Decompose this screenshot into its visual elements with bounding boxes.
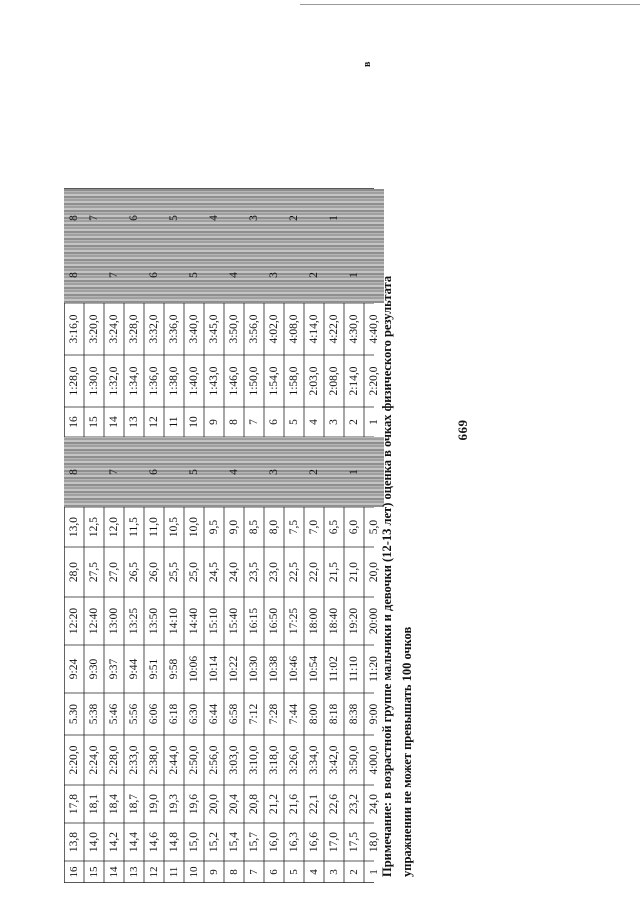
table-cell: 2 bbox=[348, 869, 360, 875]
table-cell: 4:30,0 bbox=[348, 314, 360, 344]
table-cell: 3:34,0 bbox=[308, 745, 320, 775]
table-cell: 11:20 bbox=[368, 656, 380, 682]
table-cell bbox=[164, 437, 184, 507]
table-cell: 15:40 bbox=[228, 607, 240, 635]
note-line-1: Примечание: в возрастной группе мальчики и девочки (12-13 лет) оценка в очках физического результата bbox=[380, 275, 394, 877]
table-cell: 8 bbox=[64, 437, 84, 507]
table-cell: 4 bbox=[224, 437, 244, 507]
table-cell: 11,0 bbox=[148, 517, 160, 537]
table-cell: 3:28,0 bbox=[128, 314, 140, 344]
table-cell: 15 bbox=[88, 866, 100, 878]
table-cell: 22,1 bbox=[308, 793, 320, 815]
table-cell: 3:16,0 bbox=[68, 314, 80, 344]
table-cell: 8 bbox=[228, 419, 240, 425]
table-cell bbox=[324, 437, 344, 507]
table-cell: 22,5 bbox=[288, 561, 300, 583]
table-cell: 9 bbox=[208, 419, 220, 425]
table-cell: 3:32,0 bbox=[148, 314, 160, 344]
table-cell: 8 bbox=[64, 247, 84, 303]
table-cell: 6 bbox=[144, 437, 164, 507]
table-cell: 6:30 bbox=[188, 703, 200, 725]
table-cell: 13 bbox=[128, 416, 140, 428]
table-cell: 10,5 bbox=[168, 516, 180, 538]
table-cell: 20,4 bbox=[228, 793, 240, 815]
table-cell: 7:28 bbox=[268, 703, 280, 725]
table-cell: 6 bbox=[144, 247, 164, 303]
table-cell: 10 bbox=[188, 416, 200, 428]
table-cell: 18,1 bbox=[88, 793, 100, 815]
table-cell: 3 bbox=[264, 437, 284, 507]
table-cell: 16,6 bbox=[308, 831, 320, 853]
table-cell: 3:03,0 bbox=[228, 745, 240, 775]
table-cell: 10:46 bbox=[288, 655, 300, 683]
table-cell bbox=[144, 189, 164, 247]
table-cell bbox=[124, 247, 144, 303]
table-cell: 8:18 bbox=[328, 703, 340, 725]
table-cell: 10:14 bbox=[208, 655, 220, 683]
table-cell: 6:44 bbox=[208, 703, 220, 725]
table-cell: 10:38 bbox=[268, 655, 280, 683]
table-cell: 3 bbox=[328, 419, 340, 425]
table-cell: 14,4 bbox=[128, 831, 140, 853]
table-cell: 4 bbox=[204, 189, 224, 247]
table-cell: 3:56,0 bbox=[248, 314, 260, 344]
table-cell: 15:10 bbox=[208, 607, 220, 635]
table-cell: 23,0 bbox=[268, 561, 280, 583]
table-cell: 27,5 bbox=[88, 561, 100, 583]
table-cell: 2:20,0 bbox=[68, 745, 80, 775]
table-cell: 19,3 bbox=[168, 793, 180, 815]
note-line-2: упражнении не может превышать 100 очков bbox=[400, 626, 414, 877]
table-cell: 28,0 bbox=[68, 561, 80, 583]
table-cell: 1:43,0 bbox=[208, 366, 220, 396]
table-cell: 22,6 bbox=[328, 793, 340, 815]
table-cell: 17,0 bbox=[328, 831, 340, 853]
table-cell: 6:58 bbox=[228, 703, 240, 725]
table-cell: 23,2 bbox=[348, 793, 360, 815]
table-cell: 17,8 bbox=[68, 793, 80, 815]
table-cell: 4:14,0 bbox=[308, 314, 320, 344]
table-cell: 5 bbox=[184, 437, 204, 507]
table-cell: 11:02 bbox=[328, 656, 340, 682]
table-cell bbox=[84, 437, 104, 507]
table-cell: 1:38,0 bbox=[168, 366, 180, 396]
table-cell: 2:56,0 bbox=[208, 745, 220, 775]
table-cell: 13:50 bbox=[148, 607, 160, 635]
table-cell: 15,2 bbox=[208, 831, 220, 853]
table-cell: 7 bbox=[104, 247, 124, 303]
scoring-table bbox=[64, 43, 380, 883]
scan-edge-line bbox=[300, 4, 640, 5]
table-cell: 13,8 bbox=[68, 831, 80, 853]
table-cell: 1:46,0 bbox=[228, 366, 240, 396]
table-cell: 9,5 bbox=[208, 519, 220, 535]
table-cell: 8:38 bbox=[348, 703, 360, 725]
table-cell: 1:36,0 bbox=[148, 366, 160, 396]
table-cell: 9:58 bbox=[168, 658, 180, 680]
table-cell: 2:50,0 bbox=[188, 745, 200, 775]
table-cell bbox=[264, 189, 284, 247]
table-cell: 4:02,0 bbox=[268, 314, 280, 344]
table-cell: 2:33,0 bbox=[128, 745, 140, 775]
table-cell: 13 bbox=[128, 866, 140, 878]
table-cell: 8,0 bbox=[268, 519, 280, 535]
table-cell: 14 bbox=[108, 416, 120, 428]
table-cell: 13,0 bbox=[68, 516, 80, 538]
table-cell: 18:00 bbox=[308, 607, 320, 635]
table-cell bbox=[244, 437, 264, 507]
table-cell: 21,2 bbox=[268, 793, 280, 815]
table-cell: 12 bbox=[148, 866, 160, 878]
table-cell bbox=[284, 437, 304, 507]
table-cell: 2 bbox=[304, 437, 324, 507]
table-cell: 21,0 bbox=[348, 561, 360, 583]
table-cell: 4:00,0 bbox=[368, 745, 380, 775]
table-cell: 9 bbox=[208, 869, 220, 875]
table-cell: 10:22 bbox=[228, 655, 240, 683]
table-cell: 26,0 bbox=[148, 561, 160, 583]
table-cell bbox=[164, 247, 184, 303]
table-cell: 15,4 bbox=[228, 831, 240, 853]
table-cell: 9:24 bbox=[68, 658, 80, 680]
table-cell: 12:20 bbox=[68, 607, 80, 635]
table-cell: 2:14,0 bbox=[348, 366, 360, 396]
table-cell: 16 bbox=[68, 416, 80, 428]
table-cell: 27,0 bbox=[108, 561, 120, 583]
table-cell: 1:54,0 bbox=[268, 366, 280, 396]
table-cell: 16:15 bbox=[248, 607, 260, 635]
table-cell: 16,0 bbox=[268, 831, 280, 853]
table-cell: 3:36,0 bbox=[168, 314, 180, 344]
table-cell: 5.30 bbox=[68, 703, 80, 725]
table-cell: 24,5 bbox=[208, 561, 220, 583]
table-cell: 21,6 bbox=[288, 793, 300, 815]
table-cell: 7 bbox=[84, 189, 104, 247]
table-cell: 9:51 bbox=[148, 658, 160, 680]
table-cell: 7,5 bbox=[288, 519, 300, 535]
table-cell: 4 bbox=[308, 419, 320, 425]
table-cell: 2:03,0 bbox=[308, 366, 320, 396]
table-cell: 6 bbox=[268, 869, 280, 875]
table-cell: 7:12 bbox=[248, 703, 260, 725]
table-cell: 20,0 bbox=[368, 561, 380, 583]
table-cell bbox=[284, 247, 304, 303]
table-cell: 3 bbox=[244, 189, 264, 247]
table-cell: 1:34,0 bbox=[128, 366, 140, 396]
table-cell: 14 bbox=[108, 866, 120, 878]
table-cell: 8:00 bbox=[308, 703, 320, 725]
table-cell: 10:30 bbox=[248, 655, 260, 683]
table-cell: 8,5 bbox=[248, 519, 260, 535]
table-cell: 10 bbox=[188, 866, 200, 878]
table-cell: 10:54 bbox=[308, 655, 320, 683]
table-cell: 25,0 bbox=[188, 561, 200, 583]
table-cell: 3:42,0 bbox=[328, 745, 340, 775]
table-cell: 3 bbox=[328, 869, 340, 875]
table-cell: 4:22,0 bbox=[328, 314, 340, 344]
page-number: 669 bbox=[455, 419, 470, 441]
table-cell: 14,6 bbox=[148, 831, 160, 853]
table-cell bbox=[324, 247, 344, 303]
table-cell: 17:25 bbox=[288, 607, 300, 635]
table-cell: 12 bbox=[148, 416, 160, 428]
table-cell: 6,0 bbox=[348, 519, 360, 535]
table-cell: 15 bbox=[88, 416, 100, 428]
table-cell bbox=[204, 437, 224, 507]
table-cell: 14,8 bbox=[168, 831, 180, 853]
table-cell: 3:45,0 bbox=[208, 314, 220, 344]
table-cell: 6 bbox=[268, 419, 280, 425]
table-cell: 7,0 bbox=[308, 519, 320, 535]
table-cell: 6:06 bbox=[148, 703, 160, 725]
table-cell: 16,3 bbox=[288, 831, 300, 853]
table-cell: 5:46 bbox=[108, 703, 120, 725]
table-cell: 19,6 bbox=[188, 793, 200, 815]
table-cell bbox=[224, 189, 244, 247]
table-cell: 9:37 bbox=[108, 658, 120, 680]
table-cell: 14:10 bbox=[168, 607, 180, 635]
table-cell: 21,5 bbox=[328, 561, 340, 583]
table-cell: 8 bbox=[228, 869, 240, 875]
table-cell: 1 bbox=[368, 419, 380, 425]
table-cell: 19,0 bbox=[148, 793, 160, 815]
table-cell: 3:50,0 bbox=[348, 745, 360, 775]
table-cell: 3:20,0 bbox=[88, 314, 100, 344]
table-cell: 1:28,0 bbox=[68, 366, 80, 396]
table-cell: 18,0 bbox=[368, 831, 380, 853]
table-cell: 10,0 bbox=[188, 516, 200, 538]
table-cell: 18:40 bbox=[328, 607, 340, 635]
table-cell: 3:40,0 bbox=[188, 314, 200, 344]
table-cell: 2 bbox=[304, 247, 324, 303]
table-cell bbox=[304, 189, 324, 247]
table-cell: 9,0 bbox=[228, 519, 240, 535]
table-cell: 2:20,0 bbox=[368, 366, 380, 396]
table-cell: 1 bbox=[344, 247, 364, 303]
table-cell: 2:08,0 bbox=[328, 366, 340, 396]
table-cell bbox=[104, 189, 124, 247]
table-cell: 12,5 bbox=[88, 516, 100, 538]
table-cell: 1:30,0 bbox=[88, 366, 100, 396]
table-cell: 5 bbox=[184, 247, 204, 303]
table-cell: 2:44,0 bbox=[168, 745, 180, 775]
table-cell: 3:24,0 bbox=[108, 314, 120, 344]
table-cell: 5:38 bbox=[88, 703, 100, 725]
table-cell: 3:26,0 bbox=[288, 745, 300, 775]
table-cell: 1 bbox=[368, 869, 380, 875]
table-cell: 12,0 bbox=[108, 516, 120, 538]
table-cell: 14,2 bbox=[108, 831, 120, 853]
table-cell: 13:00 bbox=[108, 607, 120, 635]
table-cell: 9:44 bbox=[128, 658, 140, 680]
table-cell: 3:50,0 bbox=[228, 314, 240, 344]
table-cell bbox=[344, 189, 364, 247]
table-cell: 23,5 bbox=[248, 561, 260, 583]
table-cell bbox=[204, 247, 224, 303]
table-cell: 24,0 bbox=[368, 793, 380, 815]
table-cell: 10:06 bbox=[188, 655, 200, 683]
table-cell bbox=[84, 247, 104, 303]
table-cell: 7 bbox=[248, 419, 260, 425]
table-cell: 3 bbox=[264, 247, 284, 303]
table-cell bbox=[364, 189, 384, 247]
table-cell: 9:00 bbox=[368, 703, 380, 725]
table-cell: 11,5 bbox=[128, 517, 140, 537]
table-cell: 2 bbox=[348, 419, 360, 425]
table-cell: 9:30 bbox=[88, 658, 100, 680]
table-cell: 5,0 bbox=[368, 519, 380, 535]
table-cell: 20,0 bbox=[208, 793, 220, 815]
table-cell: 18,4 bbox=[108, 793, 120, 815]
table-cell: 25,5 bbox=[168, 561, 180, 583]
table-cell: 14,0 bbox=[88, 831, 100, 853]
table-cell: 17,5 bbox=[348, 831, 360, 853]
table-cell bbox=[124, 437, 144, 507]
table-cell: 6 bbox=[124, 189, 144, 247]
table-cell: 2:28,0 bbox=[108, 745, 120, 775]
table-cell: 2 bbox=[284, 189, 304, 247]
table-cell: 11:10 bbox=[348, 656, 360, 682]
table-cell: 4 bbox=[224, 247, 244, 303]
table-cell: 3:18,0 bbox=[268, 745, 280, 775]
table-cell: 4:08,0 bbox=[288, 314, 300, 344]
table-cell: 2:38,0 bbox=[148, 745, 160, 775]
table-cell: 20,8 bbox=[248, 793, 260, 815]
table-cell: 1:58,0 bbox=[288, 366, 300, 396]
table-cell: 14:40 bbox=[188, 607, 200, 635]
table-cell: 15,7 bbox=[248, 831, 260, 853]
table-cell: 13:25 bbox=[128, 607, 140, 635]
table-cell bbox=[244, 247, 264, 303]
table-cell: 24,0 bbox=[228, 561, 240, 583]
table-cell: 20:00 bbox=[368, 607, 380, 635]
table-cell: 6,5 bbox=[328, 519, 340, 535]
table-cell: 11 bbox=[168, 416, 180, 428]
table-cell: 18,7 bbox=[128, 793, 140, 815]
table-cell: 7 bbox=[248, 869, 260, 875]
note-line-1-end: в bbox=[362, 61, 373, 67]
table-cell: 5 bbox=[164, 189, 184, 247]
rotated-content bbox=[50, 43, 625, 883]
table-cell: 7:44 bbox=[288, 703, 300, 725]
table-cell: 1:50,0 bbox=[248, 366, 260, 396]
table-cell: 1:32,0 bbox=[108, 366, 120, 396]
table-cell: 4:40,0 bbox=[368, 314, 380, 344]
table-cell: 4 bbox=[308, 869, 320, 875]
table-cell: 1 bbox=[324, 189, 344, 247]
table-cell bbox=[184, 189, 204, 247]
table-cell: 7 bbox=[104, 437, 124, 507]
table-cell: 15,0 bbox=[188, 831, 200, 853]
table-cell: 2:24,0 bbox=[88, 745, 100, 775]
table-cell: 12:40 bbox=[88, 607, 100, 635]
table-cell: 1:40,0 bbox=[188, 366, 200, 396]
table-cell: 8 bbox=[64, 189, 84, 247]
table-cell: 5 bbox=[288, 869, 300, 875]
table-cell: 22,0 bbox=[308, 561, 320, 583]
table-cell: 5:56 bbox=[128, 703, 140, 725]
table-cell: 16 bbox=[68, 866, 80, 878]
table-cell: 5 bbox=[288, 419, 300, 425]
table-cell: 1 bbox=[344, 437, 364, 507]
table-cell: 6:18 bbox=[168, 703, 180, 725]
table-cell: 11 bbox=[168, 866, 180, 878]
table-cell: 26,5 bbox=[128, 561, 140, 583]
table-cell: 19:20 bbox=[348, 607, 360, 635]
table-cell: 16:50 bbox=[268, 607, 280, 635]
table-cell: 3:10,0 bbox=[248, 745, 260, 775]
